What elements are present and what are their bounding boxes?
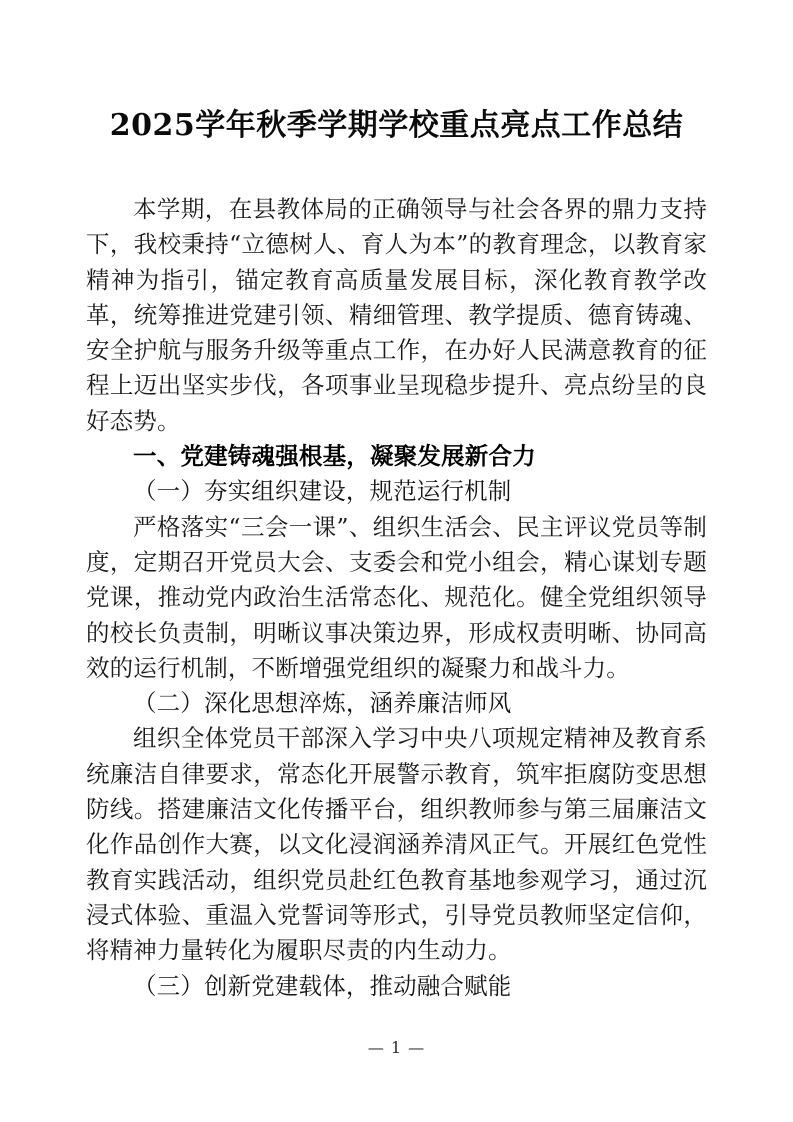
section-heading-level2-1-2: （二）深化思想淬炼，涵养廉洁师风 bbox=[133, 689, 512, 718]
intro-paragraph: 本学期，在县教体局的正确领导与社会各界的鼎力支持下，我校秉持“立德树人、育人为本”的教育理念，以教育家精神为指引，锚定教育高质量发展目标，深化教育教学改革，统筹推进党建引领、精细管理、教学提质、德育铸魂、安全护航与服务升级等重点工作，在办好人民满意教育的征程上迈出坚实步伐，各项事业呈现稳步提升、亮点纷呈的良好态势。 bbox=[86, 195, 707, 435]
section-body-1-2: 组织全体党员干部深入学习中央八项规定精神及教育系统廉洁自律要求，常态化开展警示教育，筑牢拒腐防变思想防线。搭建廉洁文化传播平台，组织教师参与第三届廉洁文化作品创作大赛，以文化浸润涵养清风正气。开展红色党性教育实践活动，组织党员赴红色教育基地参观学习，通过沉浸式体验、重温入党誓词等形式，引导党员教师坚定信仰，将精神力量转化为履职尽责的内生动力。 bbox=[86, 724, 707, 965]
section-body-1-1: 严格落实“三会一课”、组织生活会、民主评议党员等制度，定期召开党员大会、支委会和党小组会，精心谋划专题党课，推动党内政治生活常态化、规范化。健全党组织领导的校长负责制，明晰议事决策边界，形成权责明晰、协同高效的运行机制，不断增强党组织的凝聚力和战斗力。 bbox=[86, 512, 707, 682]
section-heading-level2-1-3: （三）创新党建载体，推动融合赋能 bbox=[133, 971, 512, 1000]
section-heading-level2-1-1: （一）夯实组织建设，规范运行机制 bbox=[133, 477, 512, 506]
section-heading-level1-1: 一、党建铸魂强根基，凝聚发展新合力 bbox=[133, 442, 536, 471]
page-title: 2025学年秋季学期学校重点亮点工作总结 bbox=[109, 108, 684, 143]
page-number: — 1 — bbox=[367, 1038, 426, 1057]
document-body bbox=[86, 192, 707, 1004]
